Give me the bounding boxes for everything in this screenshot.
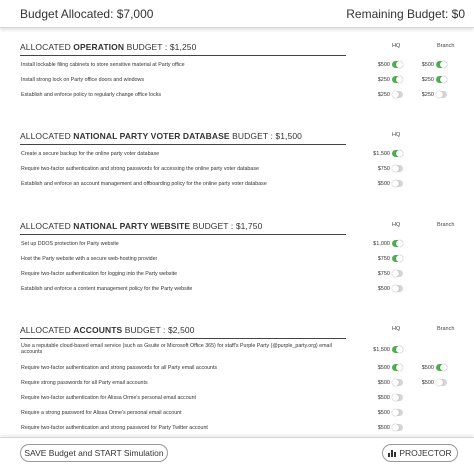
hq-amount: $500	[377, 62, 390, 68]
hq-amount: $1,500	[373, 151, 390, 157]
branch-amount: $250	[421, 92, 434, 98]
item-label: Establish and enforce policy to regularly change office locks	[21, 92, 162, 98]
hq-amount: $1,000	[373, 241, 390, 247]
save-and-start-button[interactable]: SAVE Budget and START Simulation	[20, 444, 168, 462]
budget-item	[20, 239, 460, 251]
budget-item	[20, 179, 460, 191]
hq-toggle[interactable]	[392, 76, 403, 83]
budget-item	[20, 284, 460, 296]
hq-amount: $500	[377, 286, 390, 292]
hq-amount: $750	[377, 256, 390, 262]
hq-toggle[interactable]	[392, 424, 403, 431]
projector-button[interactable]	[382, 444, 458, 462]
branch-amount: $500	[421, 380, 434, 386]
hq-amount: $500	[377, 425, 390, 431]
hq-toggle[interactable]	[392, 346, 403, 353]
budget-item	[20, 269, 460, 281]
section-title: ALLOCATED OPERATION BUDGET : $1,250	[20, 42, 197, 52]
column-header-hq: HQ	[392, 326, 401, 332]
hq-amount: $250	[377, 92, 390, 98]
branch-toggle[interactable]	[436, 91, 447, 98]
hq-toggle[interactable]	[392, 165, 403, 172]
item-label: Establish and enforce an account management and offboarding policy for the online party voter database	[21, 181, 267, 187]
bar-chart-icon	[388, 450, 396, 457]
branch-toggle[interactable]	[436, 364, 447, 371]
column-header-hq: HQ	[392, 222, 401, 228]
budget-item	[20, 60, 460, 72]
hq-toggle[interactable]	[392, 364, 403, 371]
column-header-hq: HQ	[392, 43, 401, 49]
hq-toggle[interactable]	[392, 379, 403, 386]
section-divider	[20, 144, 346, 145]
budget-item	[20, 378, 460, 390]
column-header-hq: HQ	[392, 132, 401, 138]
branch-toggle[interactable]	[436, 76, 447, 83]
branch-amount: $250	[421, 77, 434, 83]
section-title: ALLOCATED ACCOUNTS BUDGET : $2,500	[20, 325, 195, 335]
budget-item	[20, 254, 460, 266]
hq-amount: $500	[377, 181, 390, 187]
budget-item	[20, 423, 460, 435]
hq-toggle[interactable]	[392, 61, 403, 68]
hq-amount: $500	[377, 365, 390, 371]
budget-header	[0, 0, 474, 28]
hq-toggle[interactable]	[392, 409, 403, 416]
hq-amount: $250	[377, 77, 390, 83]
item-label: Use a reputable cloud-based email service (such as Gsuite or Microsoft Office 365) for staff's Purple Party (@purple_party.org) email accounts	[21, 343, 332, 355]
branch-amount: $500	[421, 365, 434, 371]
column-header-branch: Branch	[437, 43, 455, 49]
column-header-branch: Branch	[437, 326, 455, 332]
branch-toggle[interactable]	[436, 379, 447, 386]
hq-toggle[interactable]	[392, 285, 403, 292]
hq-amount: $1,500	[373, 347, 390, 353]
section-title: ALLOCATED NATIONAL PARTY VOTER DATABASE BUDGET : $1,500	[20, 131, 303, 141]
hq-toggle[interactable]	[392, 255, 403, 262]
item-label: Create a secure backup for the online party voter database	[21, 151, 160, 157]
hq-toggle[interactable]	[392, 394, 403, 401]
remaining-budget: Remaining Budget: $0	[346, 7, 465, 21]
item-label: Require a strong password for Alissa Orme's personal email account	[21, 410, 182, 416]
hq-amount: $500	[377, 410, 390, 416]
hq-toggle[interactable]	[392, 270, 403, 277]
section-title: ALLOCATED NATIONAL PARTY WEBSITE BUDGET : $1,750	[20, 221, 263, 231]
item-label: Require two-factor authentication and strong password for Party Twitter account	[21, 425, 208, 431]
hq-toggle[interactable]	[392, 180, 403, 187]
branch-amount: $500	[421, 62, 434, 68]
hq-amount: $500	[377, 395, 390, 401]
section-divider	[20, 55, 346, 56]
item-label: Require two-factor authentication and strong passwords for all Party email accounts	[21, 365, 218, 371]
section-divider	[20, 338, 346, 339]
hq-toggle[interactable]	[392, 150, 403, 157]
item-label: Require two-factor authentication and strong passwords for accessing the online party voter database	[21, 166, 259, 172]
footer-bar	[0, 437, 474, 468]
budget-item	[20, 90, 460, 102]
budget-item	[20, 345, 460, 357]
column-header-branch: Branch	[437, 222, 455, 228]
hq-toggle[interactable]	[392, 240, 403, 247]
budget-item	[20, 393, 460, 405]
budget-item	[20, 408, 460, 420]
hq-toggle[interactable]	[392, 91, 403, 98]
item-label: Require two-factor authentication for Alissa Orme's personal email account	[21, 395, 197, 401]
section-divider	[20, 234, 346, 235]
projector-label: PROJECTOR	[399, 448, 452, 458]
item-label: Establish and enforce a content management policy for the Party website	[21, 286, 193, 292]
item-label: Require two-factor authentication for logging into the Party website	[21, 271, 178, 277]
budget-allocated: Budget Allocated: $7,000	[20, 7, 154, 21]
budget-item	[20, 75, 460, 87]
hq-amount: $500	[377, 380, 390, 386]
budget-list[interactable]	[0, 29, 474, 437]
item-label: Require strong passwords for all Party email accounts	[21, 380, 148, 386]
budget-item	[20, 363, 460, 375]
branch-toggle[interactable]	[436, 61, 447, 68]
item-label: Install strong lock on Party office doors and windows	[21, 77, 144, 83]
item-label: Host the Party website with a secure web-hosting provider	[21, 256, 158, 262]
hq-amount: $750	[377, 166, 390, 172]
budget-item	[20, 164, 460, 176]
item-label: Set up DDOS protection for Party website	[21, 241, 119, 247]
hq-amount: $750	[377, 271, 390, 277]
item-label: Install lockable filing cabinets to store sensitive material at Party office	[21, 62, 185, 68]
budget-item	[20, 149, 460, 161]
